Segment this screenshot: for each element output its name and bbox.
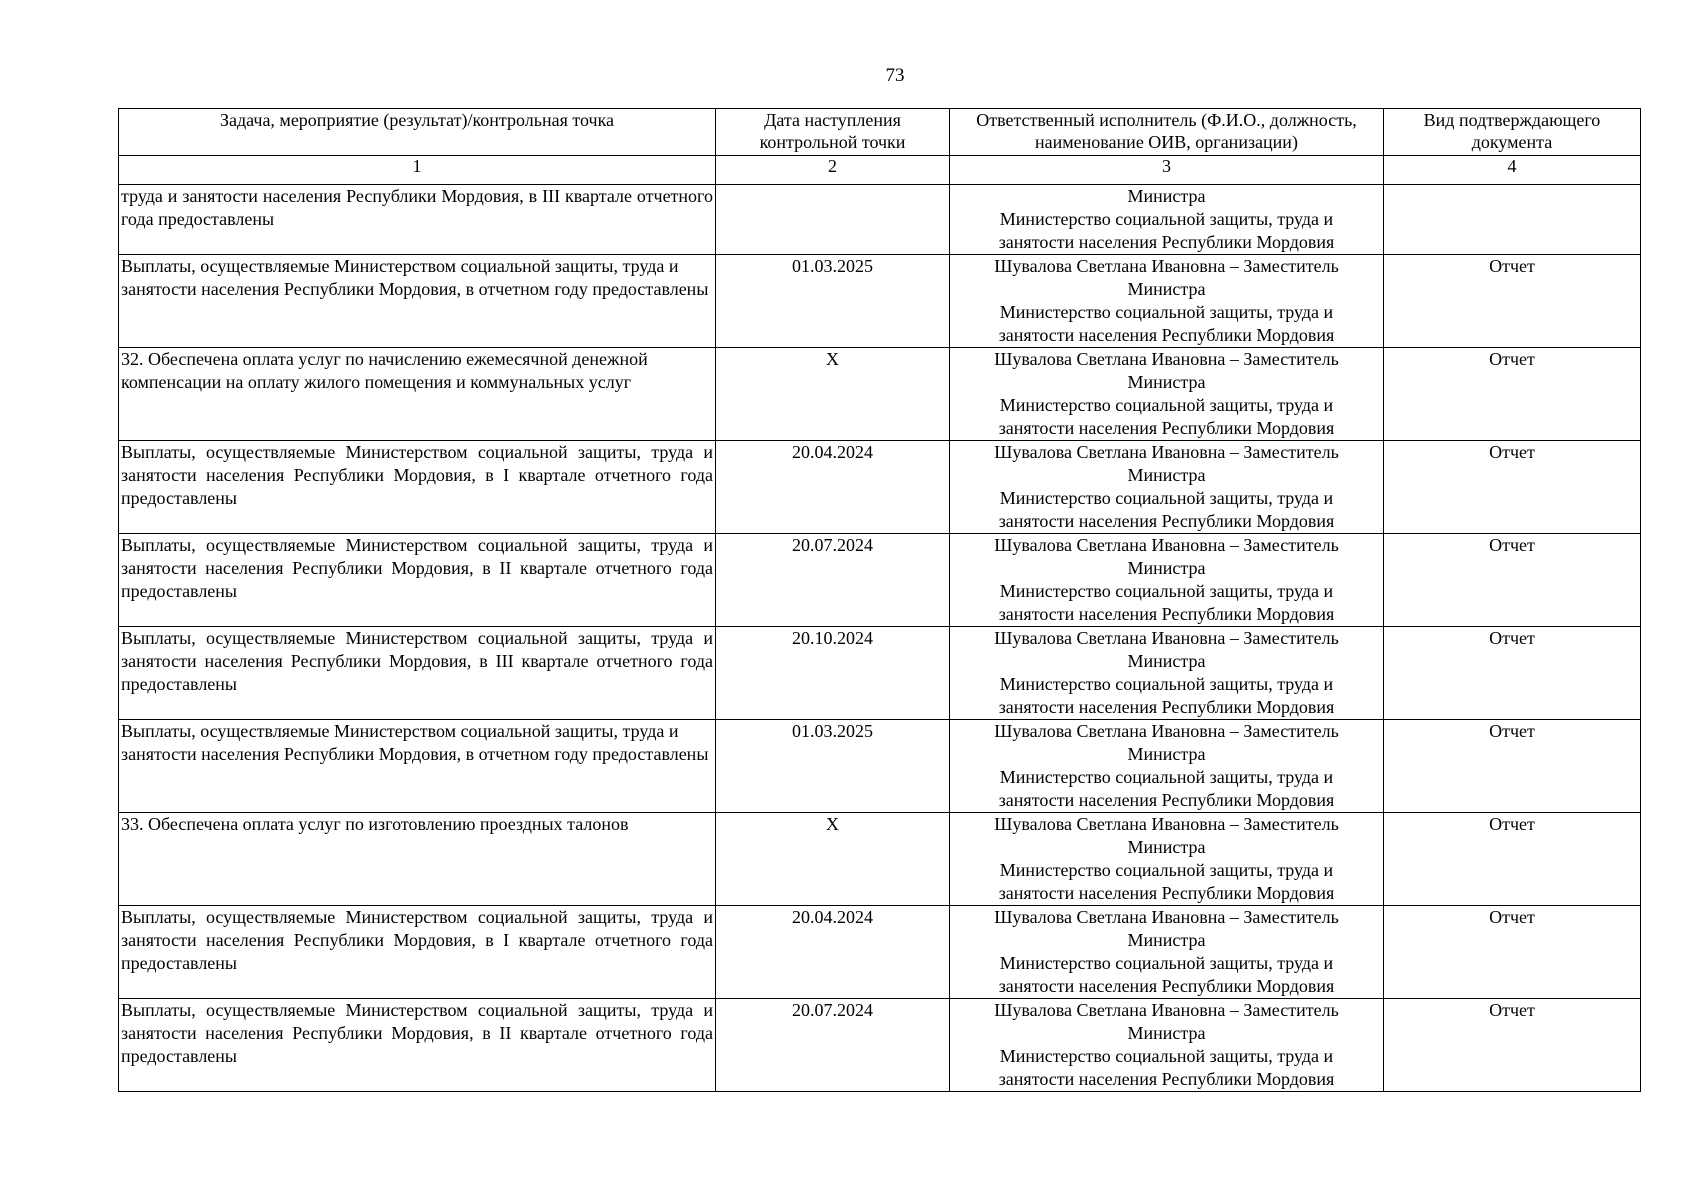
date-cell: 01.03.2025 [716,720,950,813]
date-cell: 20.04.2024 [716,441,950,534]
date-cell: 20.07.2024 [716,999,950,1092]
executor-cell [950,627,1384,720]
executor-line: занятости населения Республики Мордовия [998,418,1335,438]
executor-line: Министерство социальной защиты, труда и [999,302,1334,322]
executor-line: Министерство социальной защиты, труда и [999,395,1334,415]
executor-line: Министерство социальной защиты, труда и [999,581,1334,601]
executor-cell [950,906,1384,999]
executor-line: Министра [1127,1023,1206,1043]
task-cell: Выплаты, осуществляемые Министерством социальной защиты, труда и занятости населения Республики Мордовия, в отчетном году предоставлены [119,255,716,348]
column-number: 2 [716,156,950,185]
column-number-row [119,156,1641,185]
task-cell: Выплаты, осуществляемые Министерством социальной защиты, труда и занятости населения Республики Мордовия, в I квартале отчетного года предоставлены [119,441,716,534]
column-number: 4 [1384,156,1641,185]
executor-line: Шувалова Светлана Ивановна – Заместитель [994,256,1339,276]
executor-line: Шувалова Светлана Ивановна – Заместитель [994,721,1339,741]
executor-line: занятости населения Республики Мордовия [998,232,1335,252]
header-executor: Ответственный исполнитель (Ф.И.О., должность, наименование ОИВ, организации) [950,109,1384,156]
executor-line: Министерство социальной защиты, труда и [999,488,1334,508]
table-row [119,441,1641,534]
table-row [119,999,1641,1092]
executor-line: Шувалова Светлана Ивановна – Заместитель [994,628,1339,648]
header-doc-type: Вид подтверждающего документа [1384,109,1641,156]
executor-line: занятости населения Республики Мордовия [998,883,1335,903]
executor-line: Министра [1127,651,1206,671]
executor-line: Министра [1127,372,1206,392]
plan-table [118,108,1641,1092]
executor-line: занятости населения Республики Мордовия [998,325,1335,345]
doc-type-cell: Отчет [1384,999,1641,1092]
executor-line: Министерство социальной защиты, труда и [999,209,1334,229]
table-row [119,627,1641,720]
page-number: 73 [885,65,905,86]
date-cell: 20.04.2024 [716,906,950,999]
executor-line: Министра [1127,744,1206,764]
doc-type-cell: Отчет [1384,348,1641,441]
executor-line: Министерство социальной защиты, труда и [999,767,1334,787]
date-cell: X [716,348,950,441]
task-cell: Выплаты, осуществляемые Министерством социальной защиты, труда и занятости населения Республики Мордовия, в II квартале отчетного года предоставлены [119,534,716,627]
executor-line: занятости населения Республики Мордовия [998,511,1335,531]
column-number: 1 [119,156,716,185]
task-cell: Выплаты, осуществляемые Министерством социальной защиты, труда и занятости населения Республики Мордовия, в отчетном году предоставлены [119,720,716,813]
executor-line: Министра [1127,930,1206,950]
date-cell: 20.07.2024 [716,534,950,627]
task-cell: труда и занятости населения Республики Мордовия, в III квартале отчетного года предоставлены [119,185,716,255]
executor-line: Министерство социальной защиты, труда и [999,860,1334,880]
doc-type-cell: Отчет [1384,441,1641,534]
executor-line: Министерство социальной защиты, труда и [999,674,1334,694]
doc-type-cell [1384,185,1641,255]
executor-line: Министра [1127,279,1206,299]
executor-cell [950,185,1384,255]
table-row [119,720,1641,813]
task-cell: Выплаты, осуществляемые Министерством социальной защиты, труда и занятости населения Республики Мордовия, в II квартале отчетного года предоставлены [119,999,716,1092]
table-header-row [119,109,1641,156]
executor-line: Министерство социальной защиты, труда и [999,953,1334,973]
executor-line: Шувалова Светлана Ивановна – Заместитель [994,1000,1339,1020]
executor-line: занятости населения Республики Мордовия [998,976,1335,996]
executor-line: занятости населения Республики Мордовия [998,1069,1335,1089]
table-row [119,185,1641,255]
executor-line: Шувалова Светлана Ивановна – Заместитель [994,349,1339,369]
executor-cell [950,813,1384,906]
table-row [119,534,1641,627]
doc-type-cell: Отчет [1384,534,1641,627]
executor-line: Шувалова Светлана Ивановна – Заместитель [994,442,1339,462]
task-cell: 33. Обеспечена оплата услуг по изготовлению проездных талонов [119,813,716,906]
executor-line: занятости населения Республики Мордовия [998,697,1335,717]
doc-type-cell: Отчет [1384,627,1641,720]
executor-line: Министра [1127,558,1206,578]
date-cell: 20.10.2024 [716,627,950,720]
date-cell [716,185,950,255]
doc-type-cell: Отчет [1384,906,1641,999]
doc-type-cell: Отчет [1384,813,1641,906]
executor-line: Шувалова Светлана Ивановна – Заместитель [994,814,1339,834]
table-row [119,255,1641,348]
date-cell: 01.03.2025 [716,255,950,348]
executor-cell [950,999,1384,1092]
executor-line: Шувалова Светлана Ивановна – Заместитель [994,907,1339,927]
executor-line: Министра [1127,186,1206,206]
executor-line: Министра [1127,837,1206,857]
executor-cell [950,534,1384,627]
task-cell: Выплаты, осуществляемые Министерством социальной защиты, труда и занятости населения Республики Мордовия, в III квартале отчетного года предоставлены [119,627,716,720]
date-cell: X [716,813,950,906]
header-date: Дата наступления контрольной точки [716,109,950,156]
executor-cell [950,720,1384,813]
executor-cell [950,255,1384,348]
doc-type-cell: Отчет [1384,255,1641,348]
executor-cell [950,348,1384,441]
task-cell: Выплаты, осуществляемые Министерством социальной защиты, труда и занятости населения Республики Мордовия, в I квартале отчетного года предоставлены [119,906,716,999]
executor-line: Министерство социальной защиты, труда и [999,1046,1334,1066]
executor-line: Министра [1127,465,1206,485]
table-row [119,906,1641,999]
task-cell: 32. Обеспечена оплата услуг по начислению ежемесячной денежной компенсации на оплату жилого помещения и коммунальных услуг [119,348,716,441]
executor-cell [950,441,1384,534]
column-number: 3 [950,156,1384,185]
doc-type-cell: Отчет [1384,720,1641,813]
executor-line: занятости населения Республики Мордовия [998,604,1335,624]
header-task: Задача, мероприятие (результат)/контрольная точка [119,109,716,156]
table-row [119,813,1641,906]
executor-line: Шувалова Светлана Ивановна – Заместитель [994,535,1339,555]
table-row [119,348,1641,441]
executor-line: занятости населения Республики Мордовия [998,790,1335,810]
